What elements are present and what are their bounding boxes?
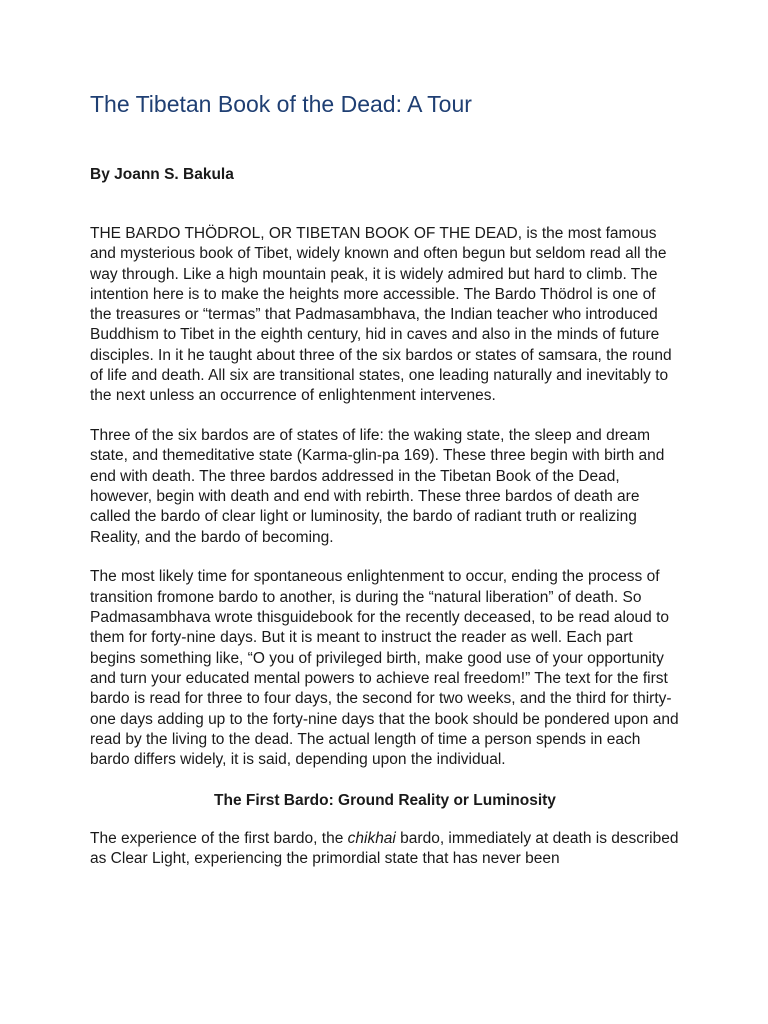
paragraph-4-text-after: bardo, immediately at death is described as Clear Light, experiencing the primordial state that has never been [90, 829, 679, 868]
paragraph-3: The most likely time for spontaneous enlightenment to occur, ending the process of transition fromone bardo to another, is during the “natural liberation” of death. So Padmasambhava wrote thisguidebook for the recently deceased, to be read aloud to them for forty-nine days. But it is meant to instruct the reader as well. Each part begins something like, “O you of privileged birth, make good use of your opportunity and turn your educated mental powers to achieve real freedom!” The text for the first bardo is read for three to four days, the second for two weeks, and the third for thirty-one days adding up to the forty-nine days that the book should be pondered upon and read by the living to the dead. The actual length of time a person spends in each bardo differs widely, it is said, depending upon the individual. [90, 568, 679, 769]
paragraph-1: THE BARDO THÖDROL, OR TIBETAN BOOK OF THE DEAD, is the most famous and mysterious book of Tibet, widely known and often begun but seldom read all the way through. Like a high mountain peak, it is widely admired but hard to climb. The intention here is to make the heights more accessible. The Bardo Thödrol is one of the treasures or “termas” that Padmasambhava, the Indian teacher who introduced Buddhism to Tibet in the eighth century, hid in caves and also in the minds of future disciples. In it he taught about three of the six bardos or states of samsara, the round of life and death. All six are transitional states, one leading naturally and inevitably to the next unless an occurrence of enlightenment intervenes. [90, 225, 672, 405]
paragraph-2: Three of the six bardos are of states of life: the waking state, the sleep and dream state, and themeditative state (Karma-glin-pa 169). These three begin with birth and end with death. The three bardos addressed in the Tibetan Book of the Dead, however, begin with death and end with rebirth. These three bardos of death are called the bardo of clear light or luminosity, the bardo of radiant truth or realizing Reality, and the bardo of becoming. [90, 427, 665, 546]
paragraph-4-emphasis: chikhai [347, 829, 396, 847]
author-byline: By Joann S. Bakula [90, 166, 234, 183]
paragraph-4-text-before: The experience of the first bardo, the [90, 829, 348, 847]
page-title: The Tibetan Book of the Dead: A Tour [90, 91, 472, 117]
document-page [90, 86, 680, 889]
section-heading: The First Bardo: Ground Reality or Luminosity [214, 791, 556, 809]
paragraph-4 [90, 829, 680, 870]
